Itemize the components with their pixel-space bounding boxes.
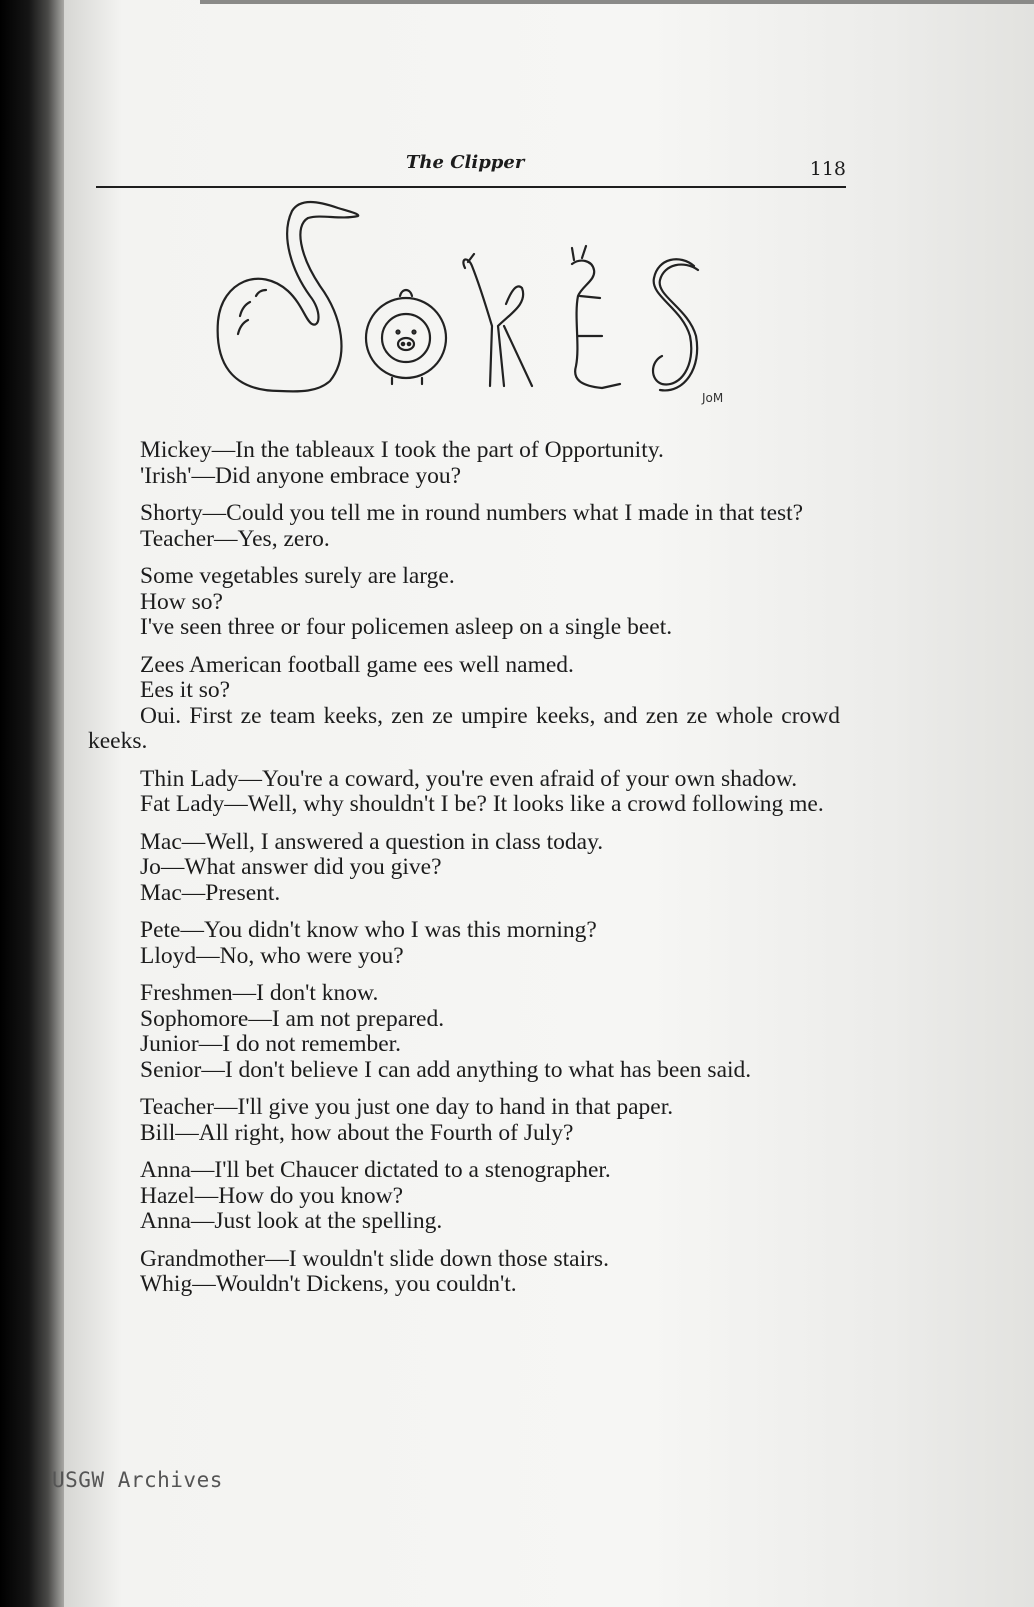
joke-block xyxy=(88,653,840,755)
ostrich-letter-k-drawing xyxy=(463,254,532,386)
joke-line: Zees American football game ees well named. xyxy=(140,651,574,678)
joke-block xyxy=(88,438,840,489)
archive-watermark: USGW Archives xyxy=(52,1468,223,1492)
joke-line: Teacher—I'll give you just one day to hand in that paper. xyxy=(140,1094,674,1120)
joke-line: Freshmen—I don't know. xyxy=(140,980,379,1006)
joke-block xyxy=(88,767,840,818)
joke-line: How so? xyxy=(140,588,223,615)
joke-line: Grandmother—I wouldn't slide down those stairs. xyxy=(140,1245,609,1272)
joke-line: Lloyd—No, who were you? xyxy=(140,942,404,969)
page-top-edge xyxy=(200,0,1034,4)
joke-line: Some vegetables surely are large. xyxy=(140,563,455,589)
joke-block xyxy=(88,1247,840,1298)
joke-line: Mickey—In the tableaux I took the part of Opportunity. xyxy=(140,437,664,463)
snake-letter-s-drawing xyxy=(653,259,698,390)
jokes-list xyxy=(88,438,840,1310)
joke-block xyxy=(88,830,840,907)
publication-title: The Clipper xyxy=(406,152,525,173)
joke-line: Anna—Just look at the spelling. xyxy=(140,1208,443,1234)
joke-block xyxy=(88,1158,840,1235)
joke-line: Mac—Well, I answered a question in class today. xyxy=(140,828,604,855)
swan-letter-j-drawing xyxy=(218,202,359,391)
joke-line: Hazel—How do you know? xyxy=(140,1182,404,1209)
pig-letter-o-drawing xyxy=(366,290,446,384)
joke-line: Thin Lady—You're a coward, you're even afraid of your own shadow. xyxy=(140,765,798,792)
joke-line: Senior—I don't believe I can add anything to what has been said. xyxy=(140,1056,752,1083)
joke-block xyxy=(88,918,840,969)
joke-line: Junior—I do not remember. xyxy=(140,1031,402,1057)
jokes-heading-illustration xyxy=(210,196,750,411)
joke-line: Ees it so? xyxy=(140,677,231,703)
joke-line: Mac—Present. xyxy=(140,879,281,906)
page-number: 118 xyxy=(809,158,846,180)
joke-line: Fat Lady—Well, why shouldn't I be? It looks like a crowd following me. xyxy=(140,791,824,817)
running-header xyxy=(96,148,846,188)
joke-block xyxy=(88,564,840,641)
joke-block xyxy=(88,1095,840,1146)
joke-line: I've seen three or four policemen asleep on a single beet. xyxy=(140,614,673,640)
joke-block xyxy=(88,501,840,552)
joke-line: Shorty—Could you tell me in round numbers what I made in that test? xyxy=(140,500,804,526)
joke-line: Sophomore—I am not prepared. xyxy=(140,1005,445,1032)
joke-line: Pete—You didn't know who I was this morning? xyxy=(140,917,597,943)
joke-line: Oui. First ze team keeks, zen ze umpire keeks, and zen ze whole crowd keeks. xyxy=(88,702,840,754)
book-binding-shadow xyxy=(0,0,64,1607)
joke-line: Bill—All right, how about the Fourth of July? xyxy=(140,1119,574,1146)
artist-initials: JoM xyxy=(702,391,724,405)
joke-line: Teacher—Yes, zero. xyxy=(140,525,330,552)
joke-line: Jo—What answer did you give? xyxy=(140,854,442,880)
joke-line: Anna—I'll bet Chaucer dictated to a stenographer. xyxy=(140,1157,611,1183)
joke-line: Whig—Wouldn't Dickens, you couldn't. xyxy=(140,1271,517,1297)
joke-line: 'Irish'—Did anyone embrace you? xyxy=(140,462,462,489)
joke-block xyxy=(88,981,840,1083)
kangaroo-letter-e-drawing xyxy=(572,246,620,388)
